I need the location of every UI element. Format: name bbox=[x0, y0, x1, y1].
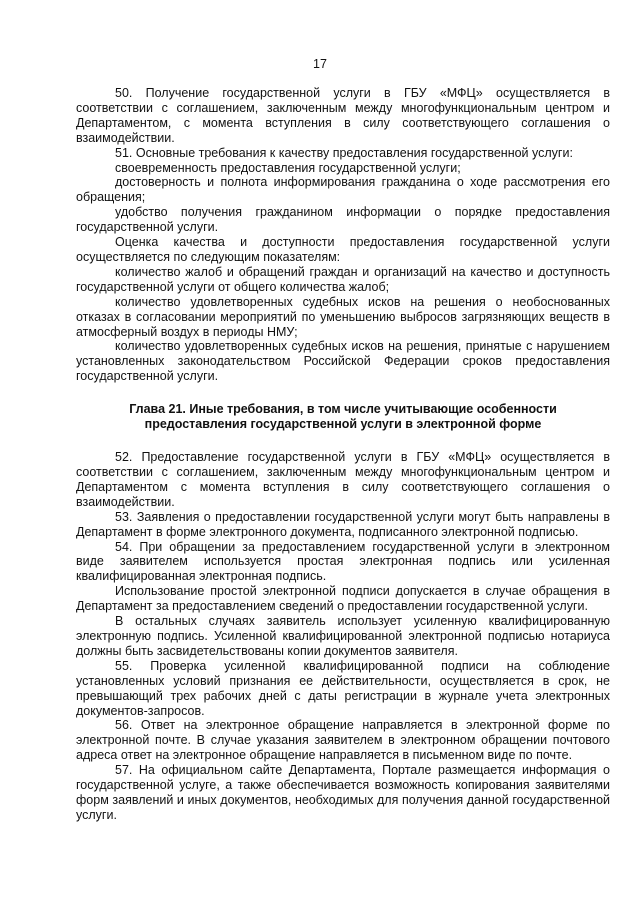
document-body bbox=[76, 86, 610, 823]
paragraph-assessment: Оценка качества и доступности предоставления государственной услуги осуществляется по следующим показателям: bbox=[76, 235, 610, 264]
list-item-reliability: достоверность и полнота информирования гражданина о ходе рассмотрения его обращения; bbox=[76, 175, 610, 205]
chapter-title-line-1: Глава 21. Иные требования, в том числе учитывающие особенности bbox=[129, 402, 557, 417]
paragraph-57: 57. На официальном сайте Департамента, Портале размещается информация о государственной услуге, а также обеспечивается возможность копирования заявителями форм заявлений и иных документов, необходимых для получения данной государственной услуги. bbox=[76, 763, 610, 822]
list-item-convenience: удобство получения гражданином информации о порядке предоставления государственной услуги. bbox=[76, 205, 610, 235]
list-item-lawsuits-refusals: количество удовлетворенных судебных исков на решения о необоснованных отказах в согласовании мероприятий по уменьшению выбросов загрязняющих веществ в атмосферный воздух в периоды НМУ; bbox=[76, 294, 610, 339]
paragraph-56: 56. Ответ на электронное обращение направляется в электронной форме по электронной почте. В случае указания заявителем в электронном обращении почтового адреса ответ на электронное обращение направляется в письменном виде по почте. bbox=[76, 718, 610, 763]
paragraph-52: 52. Предоставление государственной услуги в ГБУ «МФЦ» осуществляется в соответствии с соглашением, заключенным между многофункциональным центром и Департаментом с момента вступления в силу соответствующего соглашения о взаимодействии. bbox=[76, 450, 610, 509]
paragraph-54: 54. При обращении за предоставлением государственной услуги в электронном виде заявителем используется простая электронная подпись или усиленная квалифицированная электронная подпись. bbox=[76, 539, 610, 584]
paragraph-51: 51. Основные требования к качеству предоставления государственной услуги: bbox=[115, 145, 573, 160]
page-number: 17 bbox=[313, 57, 327, 71]
paragraph-50: 50. Получение государственной услуги в ГБУ «МФЦ» осуществляется в соответствии с соглашением, заключенным между многофункциональным центром и Департаментом, с момента вступления в силу соответствующего соглашения о взаимодействии. bbox=[76, 86, 610, 145]
paragraph-simple-signature: Использование простой электронной подписи допускается в случае обращения в Департамент за предоставлением сведений о предоставлении государственной услуги. bbox=[76, 584, 610, 614]
chapter-title bbox=[76, 402, 610, 432]
paragraph-55: 55. Проверка усиленной квалифицированной подписи на соблюдение установленных условий признания ее действительности, осуществляется в срок, не превышающий трех рабочих дней с даты регистрации в журнале учета электронных документов-запросов. bbox=[76, 658, 610, 718]
paragraph-other-cases: В остальных случаях заявитель использует усиленную квалифицированную электронную подпись. Усиленной квалифицированной электронной подписью нотариуса должны быть засвидетельствованы копии документов заявителя. bbox=[76, 614, 610, 658]
paragraph-53: 53. Заявления о предоставлении государственной услуги могут быть направлены в Департамент в форме электронного документа, подписанного электронной подписью. bbox=[76, 509, 610, 539]
list-item-lawsuits-deadlines: количество удовлетворенных судебных исков на решения, принятые с нарушением установленных законодательством Российской Федерации сроков предоставления государственной услуги. bbox=[76, 339, 610, 384]
chapter-title-line-2: предоставления государственной услуги в электронной форме bbox=[144, 417, 542, 432]
list-item-complaints: количество жалоб и обращений граждан и организаций на качество и доступность государственной услуги от общего количества жалоб; bbox=[76, 264, 610, 294]
list-item-timeliness: своевременность предоставления государственной услуги; bbox=[115, 160, 461, 175]
